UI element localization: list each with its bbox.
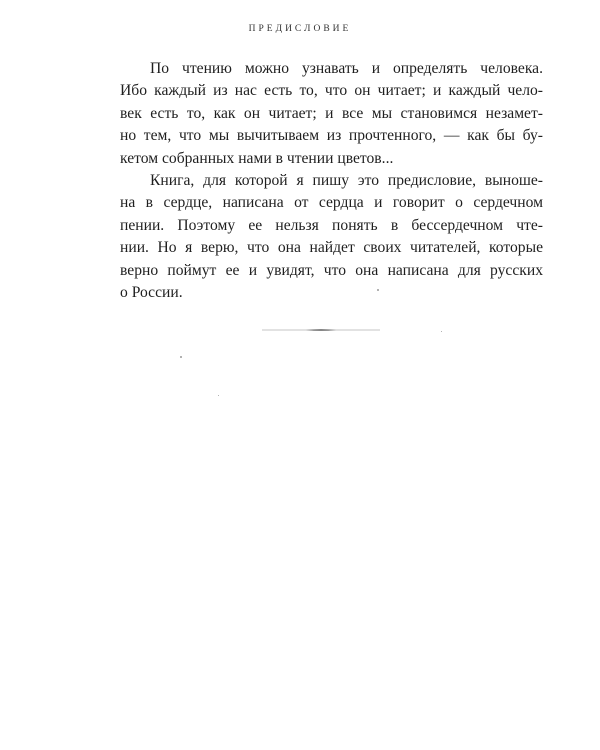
text-line: Книга, для которой я пишу это предисловие, выноше- xyxy=(150,171,543,189)
text-line: кетом собранных нами в чтении цветов... xyxy=(120,149,394,167)
paper-speck xyxy=(180,356,182,358)
paper-speck xyxy=(218,395,219,396)
text-line: но тем, что мы вычитываем из прочтенного, — как бы бу- xyxy=(120,127,543,145)
paper-speck xyxy=(441,331,442,332)
paper-speck xyxy=(377,289,379,291)
paragraph-2 xyxy=(120,170,543,304)
text-line: пении. Поэтому ее нельзя понять в бессердечном чте- xyxy=(120,216,543,234)
text-line: Ибо каждый из нас есть то, что он читает; и каждый чело- xyxy=(120,82,543,100)
paragraph-1 xyxy=(120,58,543,170)
text-line: на в сердце, написана от сердца и говорит о сердечном xyxy=(120,194,543,212)
text-line: По чтению можно узнавать и определять человека. xyxy=(150,60,543,77)
text-line: век есть то, как он читает; и все мы становимся незамет- xyxy=(120,104,543,122)
text-line: верно поймут ее и увидят, что она написана для русских xyxy=(120,261,543,279)
preface-text xyxy=(120,58,543,304)
running-head: ПРЕДИСЛОВИЕ xyxy=(248,24,352,34)
text-line: нии. Но я верю, что она найдет своих читателей, которые xyxy=(120,239,543,257)
ornament-swell xyxy=(306,329,336,331)
text-line: о России. xyxy=(120,283,183,301)
end-ornament xyxy=(262,328,380,332)
